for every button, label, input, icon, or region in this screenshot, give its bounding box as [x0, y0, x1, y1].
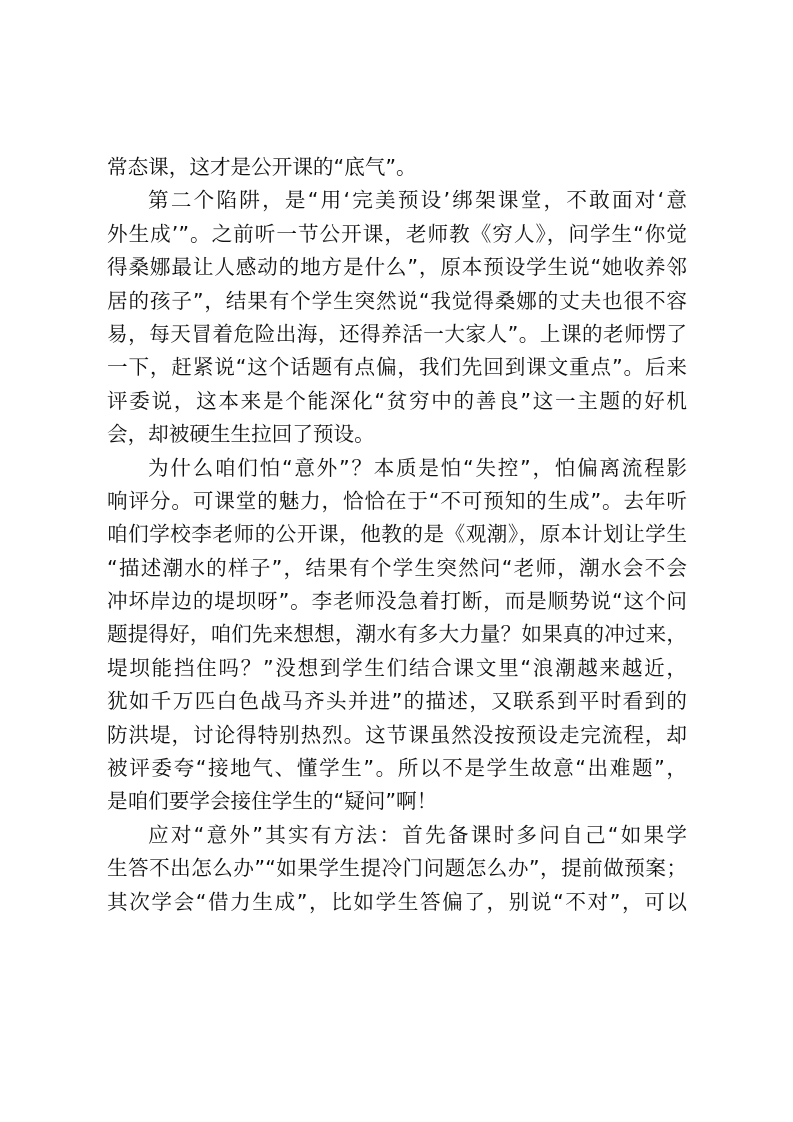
text-line: 得桑娜最让人感动的地方是什么”，原本预设学生说“她收养邻 — [107, 255, 687, 280]
paragraph — [107, 184, 687, 451]
text-line: 防洪堤，讨论得特别热烈。这节课虽然没按预设走完流程，却 — [107, 722, 687, 747]
text-line: 一下，赶紧说“这个话题有点偏，我们先回到课文重点”。后来 — [107, 355, 687, 380]
text-line: 外生成’”。之前听一节公开课，老师教《穷人》，问学生“你觉 — [107, 221, 687, 246]
text-line: “描述潮水的样子”，结果有个学生突然问“老师，潮水会不会 — [107, 555, 687, 580]
paragraph — [107, 819, 687, 919]
text-line: 题提得好，咱们先来想想，潮水有多大力量？如果真的冲过来， — [107, 622, 687, 647]
paragraph — [107, 151, 687, 184]
document-page — [107, 151, 687, 919]
text-line: 生答不出怎么办”“如果学生提冷门问题怎么办”，提前做预案； — [107, 856, 687, 881]
text-line: 被评委夸“接地气、懂学生”。所以不是学生故意“出难题”， — [107, 756, 687, 781]
text-line: 为什么咱们怕“意外”？本质是怕“失控”，怕偏离流程影 — [148, 455, 687, 480]
text-line: 易，每天冒着危险出海，还得养活一大家人”。上课的老师愣了 — [107, 321, 687, 346]
text-line: 咱们学校李老师的公开课，他教的是《观潮》，原本计划让学生 — [107, 522, 687, 547]
text-line: 应对“意外”其实有方法：首先备课时多问自己“如果学 — [148, 822, 687, 847]
text-line: 是咱们要学会接住学生的“疑问”啊！ — [107, 789, 438, 814]
text-line: 响评分。可课堂的魅力，恰恰在于“不可预知的生成”。去年听 — [107, 488, 687, 513]
text-line: 居的孩子”，结果有个学生突然说“我觉得桑娜的丈夫也很不容 — [107, 288, 687, 313]
text-line: 犹如千万匹白色战马齐头并进”的描述，又联系到平时看到的 — [107, 689, 687, 714]
text-line: 第二个陷阱，是“用‘完美预设’绑架课堂，不敢面对‘意 — [148, 188, 687, 213]
text-line: 评委说，这本来是个能深化“贫穷中的善良”这一主题的好机 — [107, 388, 687, 413]
paragraph — [107, 452, 687, 819]
text-line: 堤坝能挡住吗？”没想到学生们结合课文里“浪潮越来越近， — [107, 655, 687, 680]
text-line: 常态课，这才是公开课的“底气”。 — [107, 155, 417, 179]
text-line: 冲坏岸边的堤坝呀”。李老师没急着打断，而是顺势说“这个问 — [107, 589, 687, 614]
text-line: 其次学会“借力生成”，比如学生答偏了，别说“不对”，可以 — [107, 889, 687, 914]
text-line: 会，却被硬生生拉回了预设。 — [107, 422, 375, 447]
